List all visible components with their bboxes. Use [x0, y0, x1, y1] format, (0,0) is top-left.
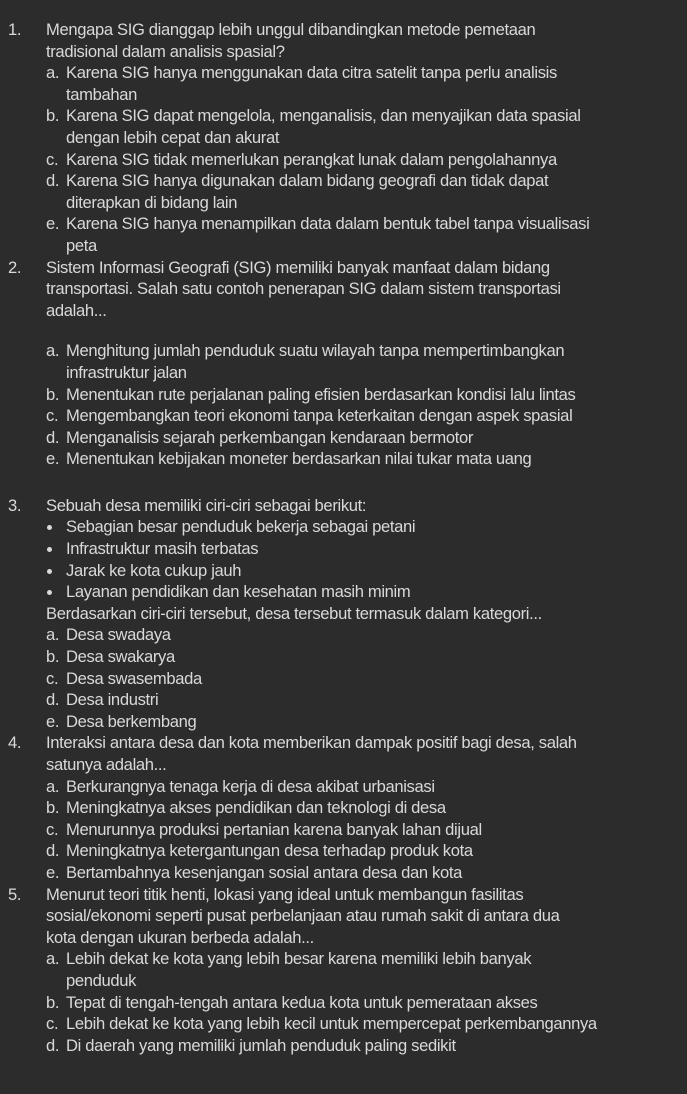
- option-line: [0, 235, 687, 257]
- question-text: Sebuah desa memiliki ciri-ciri sebagai berikut:: [46, 495, 367, 515]
- question-3: [0, 495, 687, 733]
- question-5: [0, 884, 687, 1057]
- option-text: tambahan: [66, 84, 138, 104]
- option-text: Berkurangnya tenaga kerja di desa akibat urbanisasi: [66, 776, 435, 796]
- option-letter: e.: [46, 862, 60, 882]
- option-a[interactable]: [0, 340, 687, 383]
- option-letter: c.: [46, 668, 59, 688]
- option-letter: e.: [46, 214, 60, 234]
- options-list: [0, 776, 687, 884]
- question-number: 1.: [8, 20, 22, 39]
- question-text: adalah...: [46, 300, 107, 320]
- option-text: Karena SIG hanya digunakan dalam bidang geografi dan tidak dapat: [66, 171, 549, 191]
- question-text: kota dengan ukuran berbeda adalah...: [46, 927, 314, 947]
- option-d[interactable]: [0, 170, 687, 213]
- option-letter: c.: [46, 149, 59, 169]
- question-2: [0, 257, 687, 495]
- option-line: [0, 1013, 687, 1035]
- option-line: [0, 689, 687, 711]
- option-line: [0, 84, 687, 106]
- option-e[interactable]: [0, 448, 687, 470]
- option-c[interactable]: [0, 819, 687, 841]
- option-text: diterapkan di bidang lain: [66, 192, 238, 212]
- option-text: Lebih dekat ke kota yang lebih besar karena memiliki lebih banyak: [66, 949, 532, 969]
- option-text: Menentukan kebijakan moneter berdasarkan nilai tukar mata uang: [66, 449, 532, 469]
- question-text-line: [0, 905, 687, 927]
- question-text-line: [0, 278, 687, 300]
- options-list: [0, 340, 687, 470]
- options-list: [0, 624, 687, 732]
- question-prompt: Berdasarkan ciri-ciri tersebut, desa tersebut termasuk dalam kategori...: [46, 603, 542, 623]
- bullet-item: [0, 538, 687, 560]
- bullet-item: [0, 560, 687, 582]
- option-b[interactable]: [0, 797, 687, 819]
- option-letter: c.: [46, 1014, 59, 1034]
- option-line: [0, 840, 687, 862]
- question-number: 4.: [8, 733, 22, 753]
- option-line: [0, 970, 687, 992]
- option-text: Menghitung jumlah penduduk suatu wilayah tanpa mempertimbangkan: [66, 341, 565, 361]
- question-text-line: [0, 300, 687, 322]
- option-line: [0, 384, 687, 406]
- options-list: [0, 62, 687, 256]
- option-d[interactable]: [0, 427, 687, 449]
- option-d[interactable]: [0, 689, 687, 711]
- option-letter: d.: [46, 841, 60, 861]
- option-c[interactable]: [0, 405, 687, 427]
- option-text: Karena SIG hanya menampilkan data dalam bentuk tabel tanpa visualisasi: [66, 214, 590, 234]
- question-text: Interaksi antara desa dan kota memberikan dampak positif bagi desa, salah: [46, 733, 577, 753]
- option-b[interactable]: [0, 105, 687, 148]
- question-number: 2.: [8, 257, 22, 277]
- option-line: [0, 668, 687, 690]
- option-line: [0, 776, 687, 798]
- question-text-line: [0, 754, 687, 776]
- option-a[interactable]: [0, 948, 687, 991]
- option-line: [0, 646, 687, 668]
- option-text: Desa swasembada: [66, 668, 202, 688]
- option-text: Mengembangkan teori ekonomi tanpa keterkaitan dengan aspek spasial: [66, 406, 573, 426]
- option-b[interactable]: [0, 646, 687, 668]
- option-text: Meningkatnya ketergantungan desa terhadap produk kota: [66, 841, 473, 861]
- option-text: Tepat di tengah-tengah antara kedua kota untuk pemerataan akses: [66, 992, 538, 1012]
- option-line: [0, 448, 687, 470]
- option-line: [0, 213, 687, 235]
- question-text-line: [0, 884, 687, 906]
- option-d[interactable]: [0, 840, 687, 862]
- option-line: [0, 948, 687, 970]
- bullet-item: [0, 516, 687, 538]
- question-text: transportasi. Salah satu contoh penerapan SIG dalam sistem transportasi: [46, 279, 561, 299]
- option-letter: c.: [46, 819, 59, 839]
- option-line: [0, 405, 687, 427]
- option-letter: d.: [46, 171, 60, 191]
- options-list: [0, 948, 687, 1056]
- question-text-line: [0, 257, 687, 279]
- option-letter: b.: [46, 384, 60, 404]
- option-line: [0, 992, 687, 1014]
- question-text: tradisional dalam analisis spasial?: [46, 41, 285, 61]
- option-a[interactable]: [0, 62, 687, 105]
- question-text-line: [0, 732, 687, 754]
- option-text: Karena SIG dapat mengelola, menganalisis, dan menyajikan data spasial: [66, 106, 581, 126]
- spacer: [0, 470, 687, 495]
- option-text: Lebih dekat ke kota yang lebih kecil untuk mempercepat perkembangannya: [66, 1014, 597, 1034]
- option-text: dengan lebih cepat dan akurat: [66, 127, 280, 147]
- question-text-line: [0, 927, 687, 949]
- option-text: Karena SIG hanya menggunakan data citra satelit tanpa perlu analisis: [66, 63, 557, 83]
- option-line: [0, 427, 687, 449]
- option-letter: b.: [46, 647, 60, 667]
- option-text: Bertambahnya kesenjangan sosial antara desa dan kota: [66, 862, 463, 882]
- option-letter: d.: [46, 690, 60, 710]
- option-letter: a.: [46, 341, 60, 361]
- bullet-icon: [47, 569, 52, 574]
- option-c[interactable]: [0, 1013, 687, 1035]
- option-d[interactable]: [0, 1035, 687, 1057]
- question-number: 3.: [8, 495, 22, 515]
- option-letter: a.: [46, 776, 60, 796]
- option-letter: e.: [46, 449, 60, 469]
- option-line: [0, 192, 687, 214]
- option-line: [0, 819, 687, 841]
- option-line: [0, 797, 687, 819]
- bullet-text: Jarak ke kota cukup jauh: [66, 560, 242, 580]
- bullet-icon: [47, 525, 52, 530]
- option-e[interactable]: [0, 862, 687, 884]
- question-text-line: [0, 41, 687, 63]
- option-text: Meningkatnya akses pendidikan dan teknologi di desa: [66, 798, 446, 818]
- option-line: [0, 862, 687, 884]
- option-line: [0, 170, 687, 192]
- option-a[interactable]: [0, 776, 687, 798]
- option-line: [0, 1035, 687, 1057]
- option-letter: b.: [46, 106, 60, 126]
- option-b[interactable]: [0, 992, 687, 1014]
- option-text: Menganalisis sejarah perkembangan kendaraan bermotor: [66, 427, 474, 447]
- option-e[interactable]: [0, 711, 687, 733]
- option-line: [0, 624, 687, 646]
- question-text-line: [0, 495, 687, 517]
- option-text: Karena SIG tidak memerlukan perangkat lunak dalam pengolahannya: [66, 149, 557, 169]
- question-1: [0, 19, 687, 257]
- option-text: Desa industri: [66, 690, 159, 710]
- option-text: Desa swadaya: [66, 625, 171, 645]
- bullet-text: Infrastruktur masih terbatas: [66, 539, 259, 559]
- question-text: Sistem Informasi Geografi (SIG) memiliki banyak manfaat dalam bidang: [46, 257, 550, 277]
- option-text: Menentukan rute perjalanan paling efisien berdasarkan kondisi lalu lintas: [66, 384, 576, 404]
- bullet-icon: [47, 547, 52, 552]
- question-text: Menurut teori titik henti, lokasi yang ideal untuk membangun fasilitas: [46, 884, 524, 904]
- option-letter: a.: [46, 949, 60, 969]
- option-b[interactable]: [0, 384, 687, 406]
- bullet-icon: [47, 590, 52, 595]
- option-text: Menurunnya produksi pertanian karena banyak lahan dijual: [66, 819, 482, 839]
- option-line: [0, 105, 687, 127]
- option-text: Di daerah yang memiliki jumlah penduduk paling sedikit: [66, 1035, 456, 1055]
- option-line: [0, 362, 687, 384]
- bullet-item: [0, 581, 687, 603]
- question-text: Mengapa SIG dianggap lebih unggul dibandingkan metode pemetaan: [46, 20, 536, 39]
- option-line: [0, 127, 687, 149]
- option-text: Desa swakarya: [66, 647, 175, 667]
- question-4: [0, 732, 687, 883]
- question-text-line: [0, 19, 687, 41]
- option-letter: d.: [46, 1035, 60, 1055]
- option-letter: e.: [46, 711, 60, 731]
- question-text: satunya adalah...: [46, 755, 167, 774]
- option-c[interactable]: [0, 668, 687, 690]
- question-number: 5.: [8, 884, 22, 904]
- option-letter: a.: [46, 625, 60, 645]
- option-text: penduduk: [66, 970, 137, 990]
- option-line: [0, 149, 687, 171]
- option-letter: b.: [46, 798, 60, 818]
- option-c[interactable]: [0, 149, 687, 171]
- bullet-text: Layanan pendidikan dan kesehatan masih minim: [66, 582, 411, 602]
- option-letter: c.: [46, 406, 59, 426]
- option-letter: a.: [46, 63, 60, 83]
- option-e[interactable]: [0, 213, 687, 256]
- spacer: [0, 321, 687, 340]
- option-letter: d.: [46, 427, 60, 447]
- option-line: [0, 340, 687, 362]
- bullet-text: Sebagian besar penduduk bekerja sebagai petani: [66, 517, 416, 537]
- option-letter: b.: [46, 992, 60, 1012]
- question-text: sosial/ekonomi seperti pusat perbelanjaan atau rumah sakit di antara dua: [46, 906, 560, 926]
- option-line: [0, 711, 687, 733]
- option-line: [0, 62, 687, 84]
- option-text: infrastruktur jalan: [66, 362, 187, 382]
- option-text: Desa berkembang: [66, 711, 197, 731]
- option-text: peta: [66, 235, 97, 255]
- bullet-list: [0, 516, 687, 602]
- option-a[interactable]: [0, 624, 687, 646]
